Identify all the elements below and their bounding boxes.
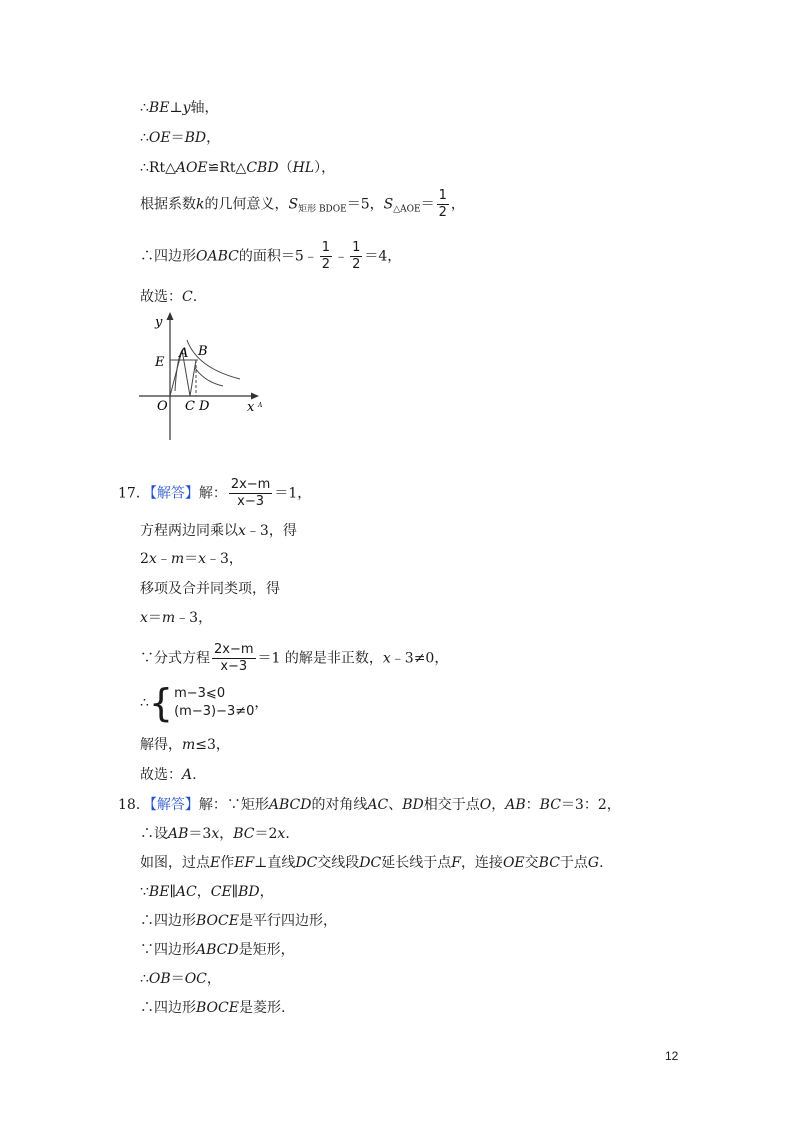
q17-step-condition: ∵分式方程 $\frac{2x-m}{x-3}$ ＝1 的解是非正数，x﹣3≠0， — [140, 642, 449, 674]
question-17-header: 17．【解答】解： $\frac{2x-m}{x-3}$ ＝1， — [118, 477, 312, 509]
q17-step-equation: 2x﹣m＝x﹣3， — [140, 551, 243, 567]
y-axis — [167, 312, 174, 440]
proof-line-area: ∴四边形OABC的面积＝5﹣ $\frac{1}{2}$ ﹣ $\frac{1}{2}$ ＝4， — [140, 240, 402, 272]
system-rows: m−3⩽0 (m−3)−3≠0 — [174, 686, 255, 719]
equation-fraction: $\frac{2x-m}{x-3}$ — [230, 477, 271, 509]
answer-tag: 【解答】 — [149, 797, 199, 813]
q18-step-rhombus: ∴四边形BOCE是菱形. — [140, 1000, 286, 1016]
proof-line-oe-eq-bd: ∴OE＝BD， — [140, 130, 221, 146]
answer-line-16: 故选：C. — [140, 289, 198, 305]
q18-step-construction: 如图，过点E作EF⊥直线DC交线段DC延长线于点F，连接OE交BC于点G. — [140, 855, 604, 871]
q17-step-solution: x＝m﹣3， — [140, 610, 213, 626]
q18-step-parallel: ∵BE∥AC，CE∥BD， — [140, 884, 274, 900]
label-c: C — [185, 399, 195, 414]
label-x-small: A — [258, 402, 263, 409]
equation-fraction: $\frac{2x-m}{x-3}$ — [214, 642, 254, 674]
q17-step-rearrange: 移项及合并同类项，得 — [140, 581, 280, 597]
q18-step-rectangle: ∵四边形ABCD是矩形， — [140, 942, 295, 958]
label-a: A — [179, 346, 189, 361]
q18-step-ratio: ∴设AB＝3x，BC＝2x. — [140, 826, 290, 842]
q17-inequality-system: ∴{ m−3⩽0 (m−3)−3≠0 ， — [140, 681, 269, 725]
answer-tag: 【解答】 — [149, 485, 199, 502]
label-d: D — [199, 399, 210, 414]
q17-result: 解得，m≤3， — [140, 737, 230, 753]
label-y: y — [155, 315, 163, 330]
label-e: E — [155, 355, 165, 370]
proof-line-k-meaning: 根据系数k的几何意义，$S_{矩形 BDOE}=5$，$S_{\triangle AOE}=$ $\frac{1}{2}$ ， — [140, 188, 465, 220]
answer-line-17: 故选：A. — [140, 767, 197, 783]
proof-line-be-perp-y: ∴BE⊥y轴， — [140, 100, 219, 116]
question-18-header: 18．【解答】解：∵矩形ABCD的对角线AC、BD相交于点O，AB：BC＝3：2， — [118, 797, 621, 813]
curve-lower — [195, 368, 223, 386]
coordinate-graph — [135, 308, 270, 443]
fraction-half: $\frac{1}{2}$ — [321, 240, 331, 272]
q18-step-ob-eq-oc: ∴OB＝OC， — [140, 971, 221, 987]
label-b: B — [198, 344, 208, 359]
segment-cb — [190, 360, 196, 396]
fraction-half: $\frac{1}{2}$ — [438, 188, 447, 220]
label-o: O — [157, 399, 168, 414]
page-number: 12 — [665, 1049, 679, 1063]
proof-line-congruence: ∴Rt△AOE≌Rt△CBD（HL）， — [140, 160, 336, 176]
q17-step-multiply: 方程两边同乘以x﹣3，得 — [140, 523, 297, 539]
fraction-half: $\frac{1}{2}$ — [352, 240, 361, 272]
q18-step-parallelogram: ∴四边形BOCE是平行四边形， — [140, 913, 337, 929]
label-x: x — [247, 400, 255, 415]
